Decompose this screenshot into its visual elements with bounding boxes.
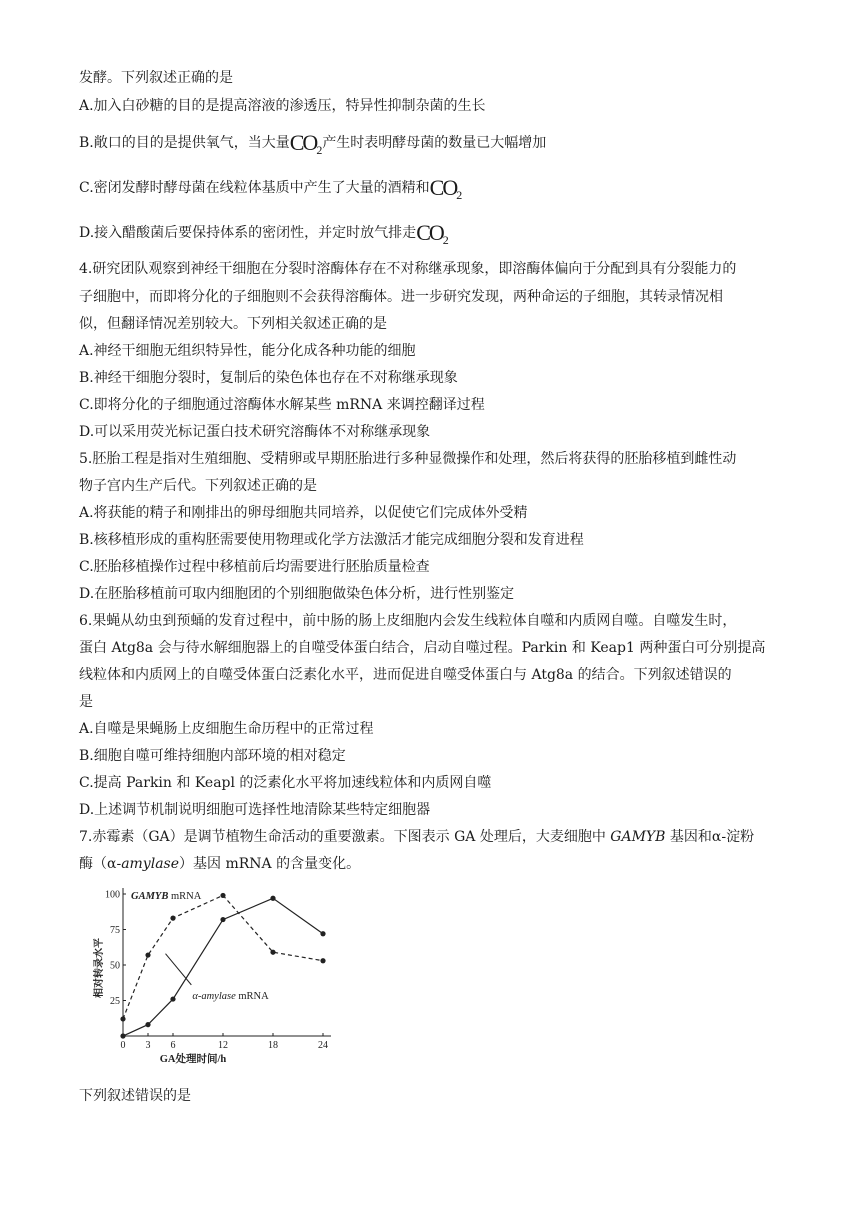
question-6-line: 6.果蝇从幼虫到预蛹的发育过程中，前中肠的肠上皮细胞内会发生线粒体自噬和内质网自噬。自噬发生时， <box>79 613 737 629</box>
data-point <box>270 950 275 955</box>
data-point <box>120 1033 125 1038</box>
question-6-line: 蛋白 Atg8a 会与待水解细胞器上的自噬受体蛋白结合，启动自噬过程。Parkin 和 Keap1 两种蛋白可分别提高 <box>79 640 766 656</box>
option-b: B.敞口的目的是提供氧气，当大量$CO_2$产生时表明酵母菌的数量已大幅增加 <box>79 130 547 157</box>
data-point <box>320 931 325 936</box>
question-5-line: 5.胚胎工程是指对生殖细胞、受精卵或早期胚胎进行多种显微操作和处理，然后将获得的胚胎移植到雌性动 <box>79 451 737 467</box>
series-label: α-amylase mRNA <box>192 990 269 1002</box>
co2-formula: $CO_2$ <box>289 130 323 157</box>
x-tick-label: 24 <box>318 1040 328 1051</box>
data-point <box>320 958 325 963</box>
option-a: A.神经干细胞无组织特异性，能分化成各种功能的细胞 <box>79 343 416 359</box>
data-point <box>270 896 275 901</box>
option-c: C.胚胎移植操作过程中移植前后均需要进行胚胎质量检查 <box>79 559 430 575</box>
x-tick-label: 0 <box>120 1040 126 1051</box>
y-tick-label: 75 <box>110 925 120 936</box>
y-tick-label: 50 <box>110 960 120 972</box>
question-7-line: 7.赤霉素（GA）是调节植物生命活动的重要激素。下图表示 GA 处理后，大麦细胞中 GAMYB 基因和α-淀粉 <box>79 829 755 845</box>
data-point <box>145 952 150 957</box>
question-7-prompt: 下列叙述错误的是 <box>79 1088 191 1104</box>
option-d: D.接入醋酸菌后要保持体系的密闭性，并定时放气排走$CO_2$ <box>79 220 449 247</box>
x-tick-label: 12 <box>218 1040 228 1051</box>
option-a: A.加入白砂糖的目的是提高溶液的渗透压，特异性抑制杂菌的生长 <box>79 98 486 114</box>
option-b: B.核移植形成的重构胚需要使用物理或化学方法激活才能完成细胞分裂和发育进程 <box>79 532 584 548</box>
data-point <box>220 917 225 922</box>
question-5-line: 物子宫内生产后代。下列叙述正确的是 <box>79 478 317 494</box>
y-tick-label: 25 <box>110 996 120 1007</box>
y-axis-label: 相对转录水平 <box>94 938 105 998</box>
co2-formula: $CO_2$ <box>429 175 463 202</box>
series-label-pointer <box>166 954 192 985</box>
data-point <box>145 1022 150 1027</box>
data-point <box>170 996 175 1001</box>
co2-formula: $CO_2$ <box>416 220 449 247</box>
x-tick-label: 3 <box>145 1040 151 1051</box>
text-line: 发酵。下列叙述正确的是 <box>79 70 233 86</box>
x-tick-label: 6 <box>170 1040 176 1051</box>
data-point <box>170 916 175 921</box>
option-d: D.上述调节机制说明细胞可选择性地清除某些特定细胞器 <box>79 802 431 818</box>
option-a: A.自噬是果蝇肠上皮细胞生命历程中的正常过程 <box>79 721 374 737</box>
data-point <box>120 1016 125 1021</box>
question-4-line: 4.研究团队观察到神经干细胞在分裂时溶酶体存在不对称继承现象，即溶酶体偏向于分配到具有分裂能力的 <box>79 261 737 277</box>
question-6-line: 线粒体和内质网上的自噬受体蛋白泛素化水平，进而促进自噬受体蛋白与 Atg8a 的结合。下列叙述错误的 <box>79 667 732 683</box>
option-a: A.将获能的精子和刚排出的卵母细胞共同培养，以促使它们完成体外受精 <box>79 505 528 521</box>
option-d: D.可以采用荧光标记蛋白技术研究溶酶体不对称继承现象 <box>79 424 431 440</box>
option-b: B.细胞自噬可维持细胞内部环境的相对稳定 <box>79 748 346 764</box>
option-c: C.提高 Parkin 和 Keapl 的泛素化水平将加速线粒体和内质网自噬 <box>79 775 492 791</box>
x-axis-label: GA处理时间/h <box>159 1054 227 1065</box>
option-c: C.密闭发酵时酵母菌在线粒体基质中产生了大量的酒精和$CO_2$ <box>79 175 463 202</box>
mrna-line-chart <box>88 882 338 1072</box>
option-b: B.神经干细胞分裂时，复制后的染色体也存在不对称继承现象 <box>79 370 458 386</box>
x-tick-label: 18 <box>268 1040 278 1051</box>
question-4-line: 子细胞中，而即将分化的子细胞则不会获得溶酶体。进一步研究发现，两种命运的子细胞，其转录情况相 <box>79 289 723 305</box>
question-6-line: 是 <box>79 694 93 710</box>
option-c: C.即将分化的子细胞通过溶酶体水解某些 mRNA 来调控翻译过程 <box>79 397 485 413</box>
data-point <box>220 893 225 898</box>
question-4-line: 似，但翻译情况差别较大。下列相关叙述正确的是 <box>79 316 387 332</box>
y-tick-label: 100 <box>105 889 120 901</box>
question-7-line: 酶（α-amylase）基因 mRNA 的含量变化。 <box>79 856 361 872</box>
option-d: D.在胚胎移植前可取内细胞团的个别细胞做染色体分析，进行性别鉴定 <box>79 586 515 602</box>
series-label: GAMYB mRNA <box>131 891 202 902</box>
